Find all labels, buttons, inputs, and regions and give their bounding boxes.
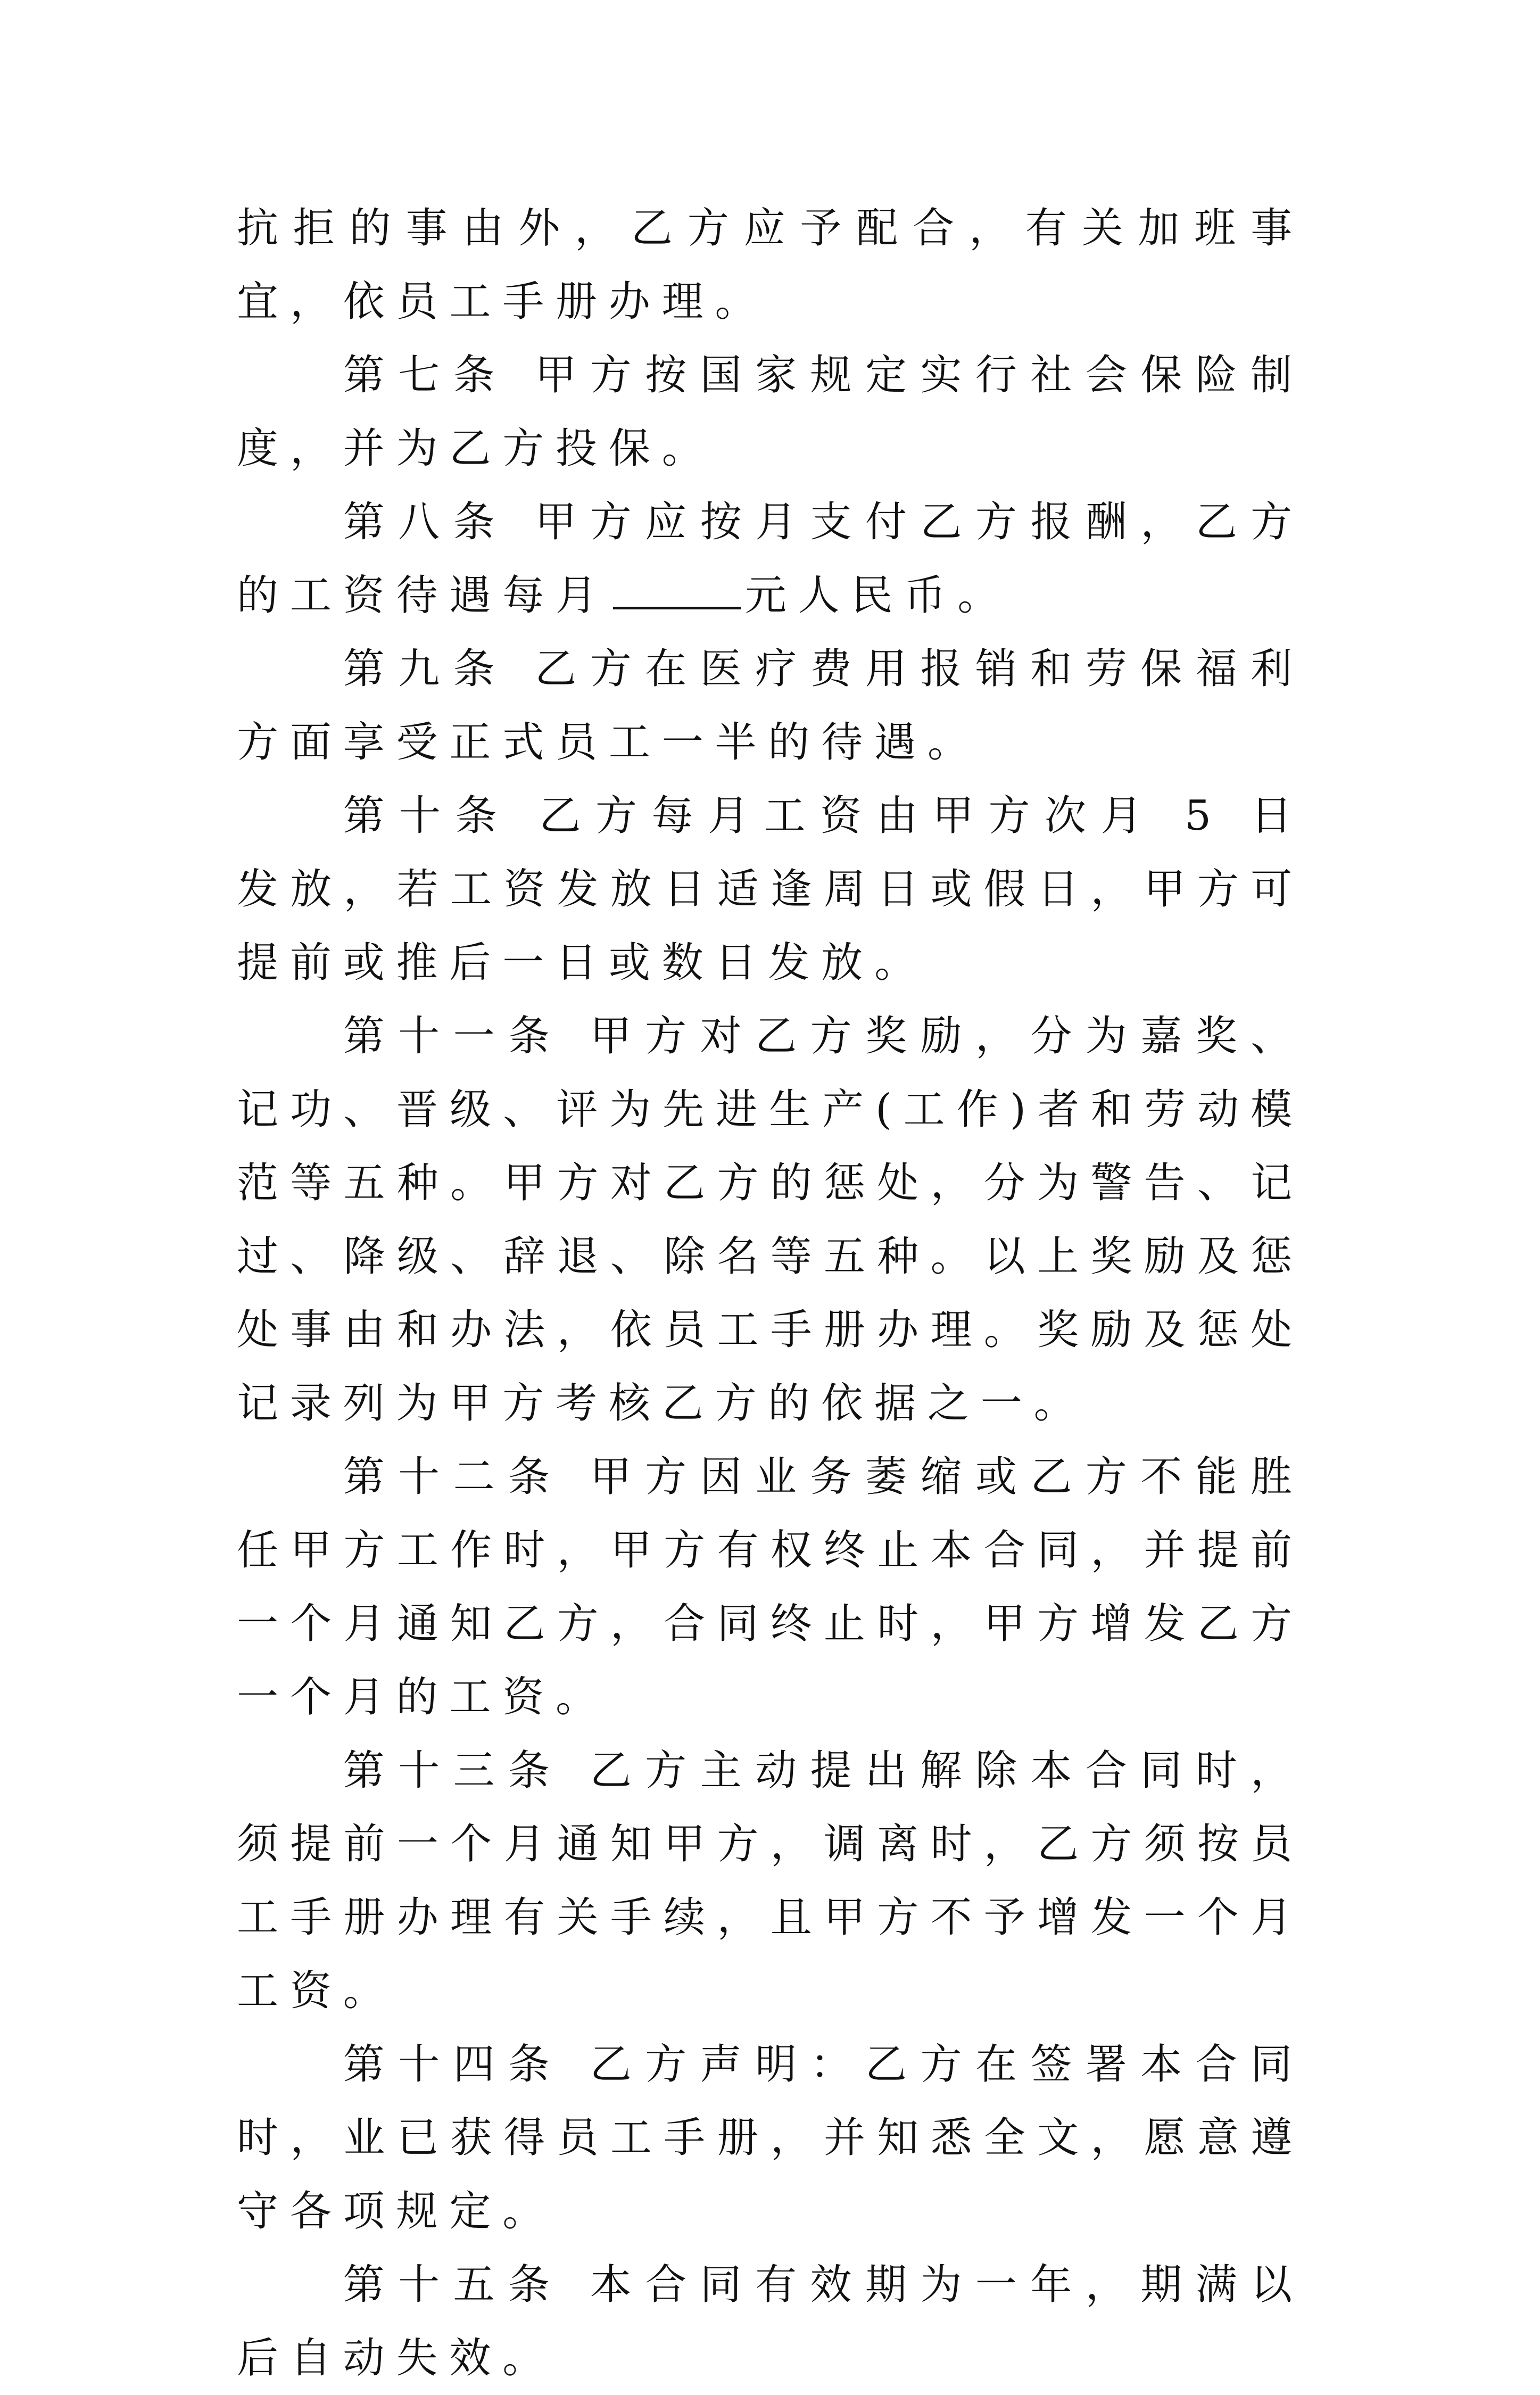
contract-body <box>237 192 1304 2395</box>
article-13: 第十三条 乙方主动提出解除本合同时，须提前一个月通知甲方，调离时，乙方须按员工手册办理有关手续，且甲方不予增发一个月工资。 <box>237 1747 1304 2015</box>
paragraph-continuation: 抗拒的事由外，乙方应予配合，有关加班事宜，依员工手册办理。 <box>237 204 1304 326</box>
article-8 <box>237 485 1304 632</box>
article-7: 第七条 甲方按国家规定实行社会保险制度，并为乙方投保。 <box>237 351 1304 473</box>
article-11: 第十一条 甲方对乙方奖励，分为嘉奖、记功、晋级、评为先进生产(工作)者和劳动模范等五种。甲方对乙方的惩处，分为警告、记过、降级、辞退、除名等五种。以上奖励及惩处事由和办法，依员工手册办理。奖励及惩处记录列为甲方考核乙方的依据之一。 <box>237 1012 1304 1427</box>
article-15: 第十五条 本合同有效期为一年，期满以后自动失效。 <box>237 2261 1304 2382</box>
article-8-text-after: 元人民币。 <box>744 572 1011 620</box>
article-8-text-before: 第八条 甲方应按月支付乙方报酬，乙方的工资待遇每月 <box>237 498 1304 620</box>
article-9: 第九条 乙方在医疗费用报销和劳保福利方面享受正式员工一半的待遇。 <box>237 645 1304 766</box>
article-10: 第十条 乙方每月工资由甲方次月 5 日发放，若工资发放日适逢周日或假日，甲方可提前或推后一日或数日发放。 <box>237 792 1304 987</box>
salary-amount-blank[interactable] <box>613 569 741 609</box>
article-12: 第十二条 甲方因业务萎缩或乙方不能胜任甲方工作时，甲方有权终止本合同，并提前一个月通知乙方，合同终止时，甲方增发乙方一个月的工资。 <box>237 1453 1304 1721</box>
article-14: 第十四条 乙方声明：乙方在签署本合同时，业已获得员工手册，并知悉全文，愿意遵守各项规定。 <box>237 2041 1304 2235</box>
